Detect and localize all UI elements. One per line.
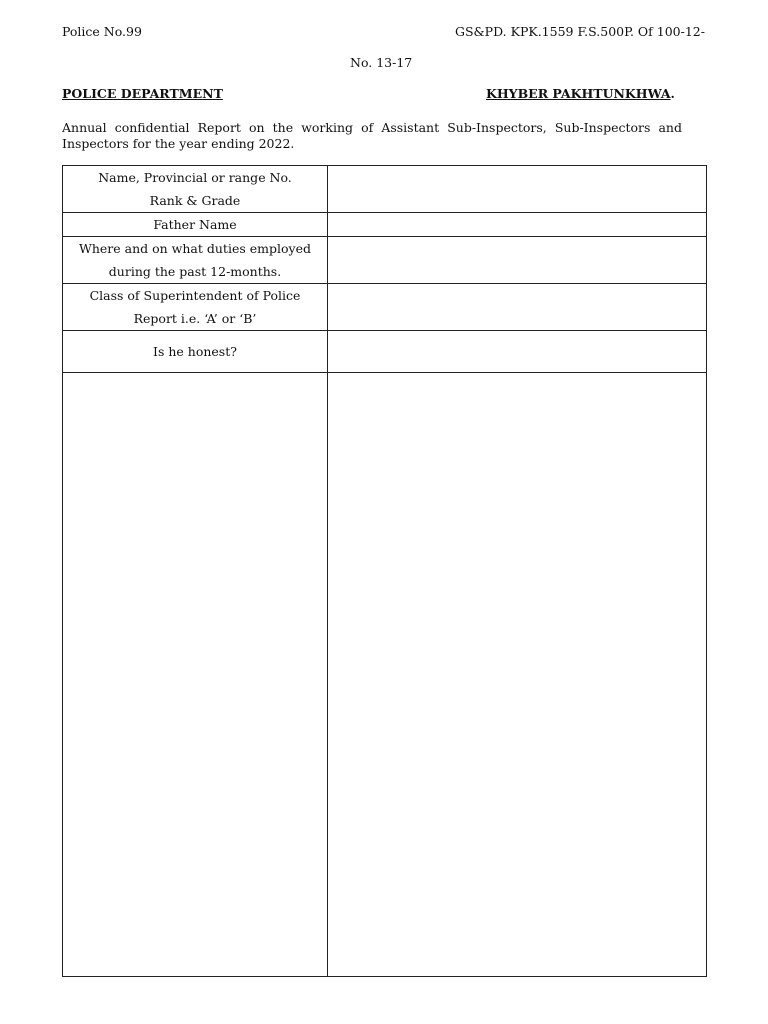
label-line: Name, Provincial or range No. [98, 170, 292, 185]
label-line: Rank & Grade [149, 193, 241, 208]
blank-label-cell [63, 373, 328, 977]
table-row [63, 213, 707, 237]
duties-value-field[interactable] [328, 237, 707, 284]
province-name: KHYBER PAKHTUNKHWA [486, 86, 671, 101]
table-row [63, 331, 707, 373]
label-line: Is he honest? [153, 344, 237, 359]
print-reference: GS&PD. KPK.1559 F.S.500P. Of 100-12- [455, 24, 705, 39]
name-rank-value-field[interactable] [328, 166, 707, 213]
label-line: Report i.e. ‘A’ or ‘B’ [133, 311, 257, 326]
form-number: No. 13-17 [350, 55, 413, 70]
province-suffix: . [670, 86, 675, 101]
label-line: Class of Superintendent of Police [89, 288, 301, 303]
province-title [486, 86, 675, 102]
table-row [63, 237, 707, 284]
report-form-table [62, 165, 707, 977]
label-cell [63, 213, 328, 237]
label-cell [63, 237, 328, 284]
father-name-value-field[interactable] [328, 213, 707, 237]
label-line: Where and on what duties employed [79, 241, 311, 256]
police-form-number: Police No.99 [62, 24, 142, 39]
report-description: Annual confidential Report on the working of Assistant Sub-Inspectors, Sub-Inspectors and Inspectors for the year ending 2022. [62, 120, 682, 151]
table-row [63, 166, 707, 213]
department-title: POLICE DEPARTMENT [62, 86, 223, 101]
label-cell [63, 166, 328, 213]
sp-class-value-field[interactable] [328, 284, 707, 331]
label-line: Father Name [153, 217, 237, 232]
label-line: during the past 12-months. [108, 264, 282, 279]
table-row [63, 284, 707, 331]
label-cell [63, 284, 328, 331]
label-cell [63, 331, 328, 373]
honesty-value-field[interactable] [328, 331, 707, 373]
remarks-field[interactable] [328, 373, 707, 977]
table-row [63, 373, 707, 977]
